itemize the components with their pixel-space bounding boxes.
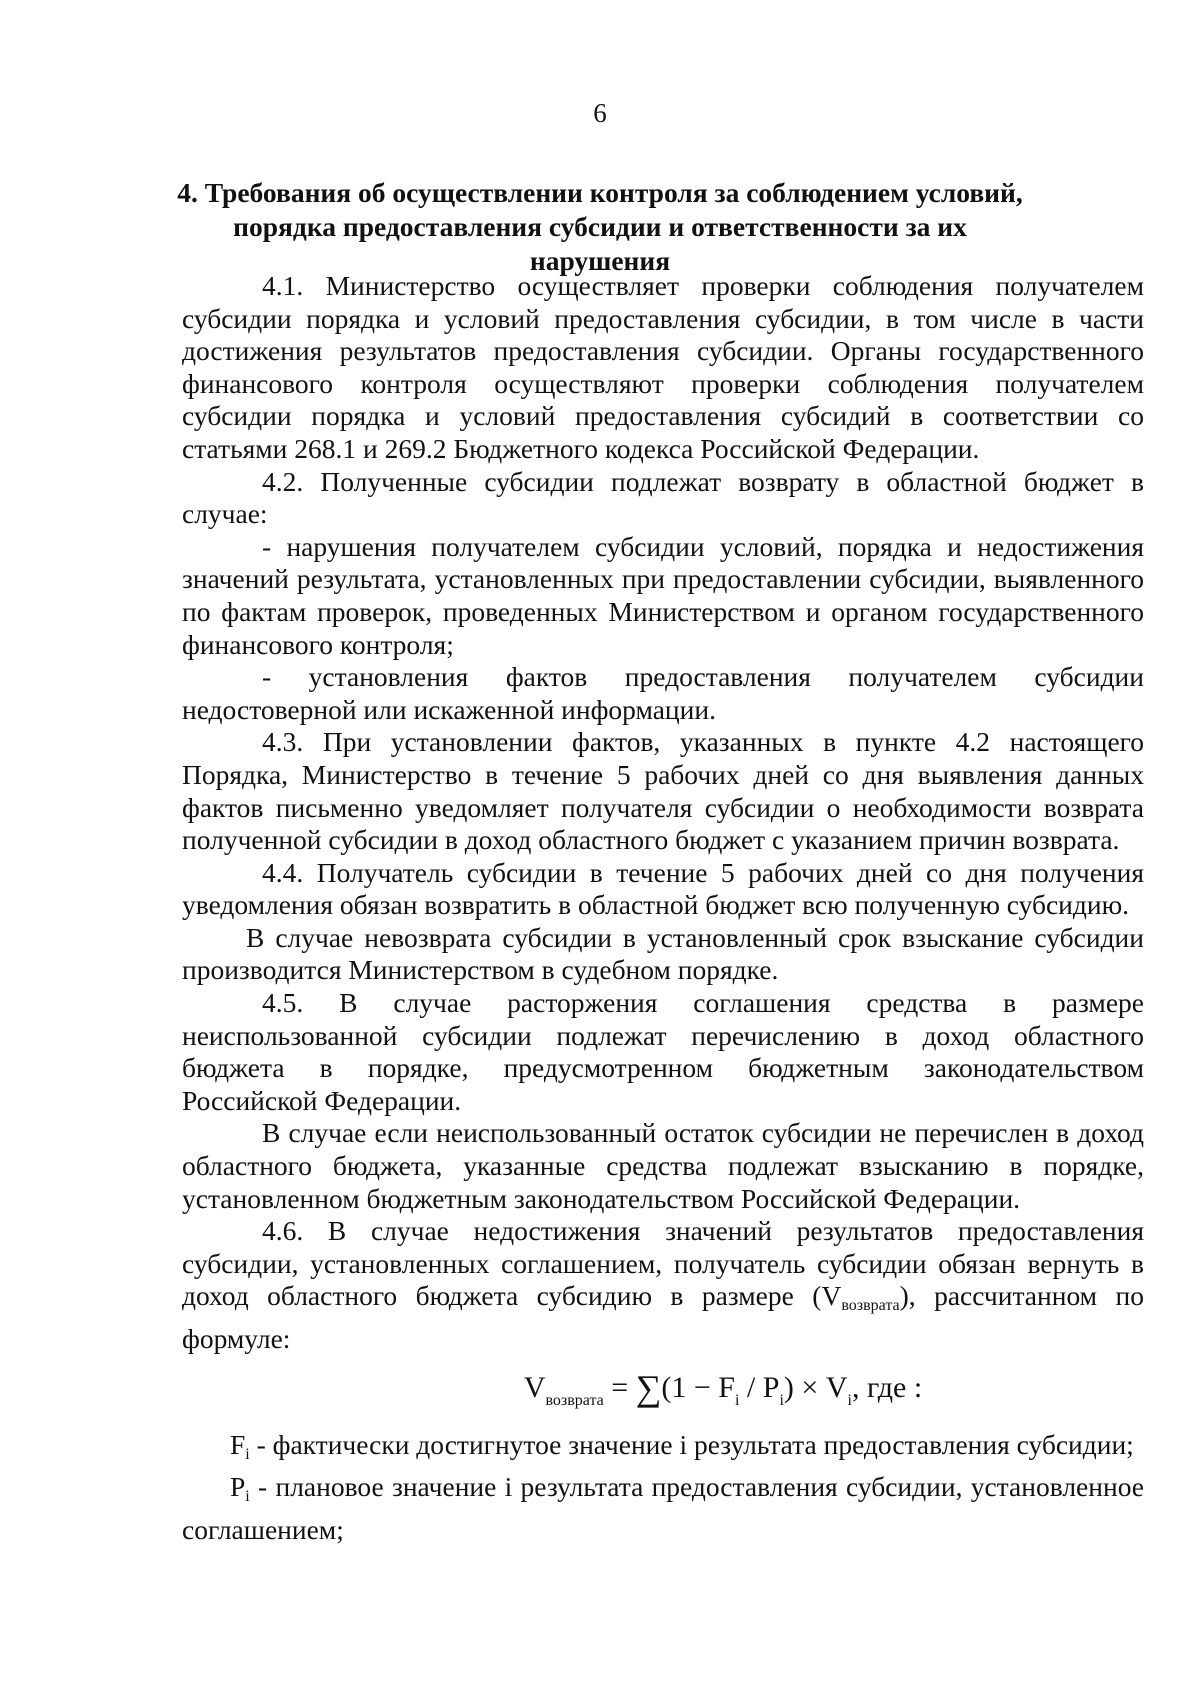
paragraph-4-1: 4.1. Министерство осуществляет проверки соблюдения получателем субсидии порядка и условий предоставления субсидии, в том числе в части достижения результатов предоставления субсидии. Органы государственного финансового контроля осуществляют проверки соблюдения получателем субсидии порядка и условий предоставления субсидий в соответствии со статьями 268.1 и 269.2 Бюджетного кодекса Российской Федерации. (182, 270, 1144, 464)
paragraph-4-5: 4.5. В случае расторжения соглашения средства в размере неиспользованной субсидии подлежат перечислению в доход областного бюджета в порядке, предусмотренном бюджетным законодательством Российской Федерации. (182, 987, 1144, 1116)
definition-f (182, 1429, 1144, 1472)
page-number: 6 (593, 98, 607, 128)
formula-vi-subscript: i (847, 1391, 852, 1409)
definition-p-text: - плановое значение i результата предоставления субсидии, установленное соглашением; (182, 1471, 1144, 1545)
return-formula (182, 1366, 1144, 1423)
formula-part-a: (1 − F (661, 1370, 735, 1404)
definition-f-subscript: i (245, 1445, 250, 1463)
formula-p-subscript: i (779, 1391, 784, 1409)
paragraph-4-4: 4.4. Получатель субсидии в течение 5 рабочих дней со дня получения уведомления обязан возвратить в областной бюджет всю полученную субсидию. (182, 856, 1144, 921)
paragraph-4-6-subscript: возврата (841, 1297, 900, 1315)
formula-tail: , где : (851, 1370, 923, 1404)
definition-p-variable: P (230, 1471, 246, 1503)
formula-part-c: ) × V (783, 1370, 848, 1404)
formula-v-subscript: возврата (545, 1391, 604, 1409)
definition-f-text: - фактически достигнутое значение i результата предоставления субсидии; (249, 1428, 1134, 1460)
paragraph-4-6 (182, 1215, 1144, 1355)
paragraph-4-4-continued: В случае невозврата субсидии в установленный срок взыскание субсидии производится Министерством в судебном порядке. (182, 921, 1144, 986)
formula-f-subscript: i (734, 1391, 740, 1409)
section-title (160, 176, 1040, 278)
paragraph-4-6-text-start: 4.6. В случае недостижения значений результатов предоставления субсидии, установленных соглашением, получатель субсидии обязан вернуть в доход областного бюджета субсидию в размере (V (182, 1215, 1144, 1312)
paragraph-4-6-text-end: ), рассчитанном по формуле: (182, 1280, 1144, 1354)
definition-f-variable: F (230, 1428, 246, 1460)
section-title-line-2: порядка предоставления субсидии и ответственности за их нарушения (233, 211, 967, 276)
paragraph-4-5-continued: В случае если неиспользованный остаток субсидии не перечислен в доход областного бюджета, указанные средства подлежат взысканию в порядке, установленном бюджетным законодательством Российской Федерации. (182, 1117, 1144, 1214)
formula-part-b: / P (739, 1370, 780, 1404)
definition-p (182, 1471, 1144, 1546)
formula-equals: = (603, 1370, 636, 1404)
formula-v: V (523, 1370, 546, 1404)
section-title-line-1: 4. Требования об осуществлении контроля за соблюдением условий, (177, 177, 1023, 208)
paragraph-4-2-item-b: - установления фактов предоставления получателем субсидии недостоверной или искаженной информации. (182, 661, 1144, 725)
definition-p-subscript: i (245, 1488, 250, 1506)
document-body (182, 270, 1144, 1546)
paragraph-4-2: 4.2. Полученные субсидии подлежат возврату в областной бюджет в случае: (182, 465, 1144, 530)
sum-symbol: ∑ (635, 1367, 662, 1408)
paragraph-4-2-item-a: - нарушения получателем субсидии условий, порядка и недостижения значений результата, установленных при предоставлении субсидии, выявленного по фактам проверок, проведенных Министерством и органом государственного финансового контроля; (182, 530, 1144, 660)
paragraph-4-3: 4.3. При установлении фактов, указанных в пункте 4.2 настоящего Порядка, Министерство в течение 5 рабочих дней со дня выявления данных фактов письменно уведомляет получателя субсидии о необходимости возврата полученной субсидии в доход областного бюджет с указанием причин возврата. (182, 726, 1144, 856)
